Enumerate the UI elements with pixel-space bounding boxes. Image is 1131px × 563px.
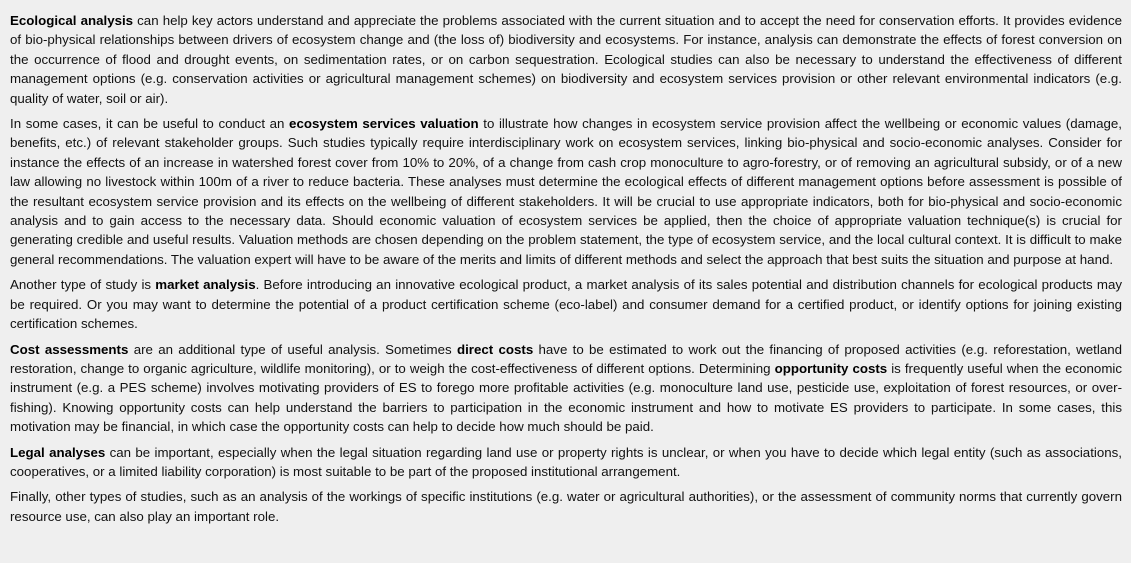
paragraph-cost-assessments: [10, 340, 1122, 437]
paragraph-other-studies: [10, 487, 1122, 526]
paragraph-text: have to be estimated to work out the financing of proposed activities (e.g. reforestation, wetland restoration, change to organic agriculture, wildlife monitoring), or to weigh the cost-effectiveness of different options. Determining: [10, 341, 1122, 376]
paragraph-text: are an additional type of useful analysis. Sometimes: [128, 341, 457, 357]
paragraph-text: In some cases, it can be useful to conduct an: [10, 116, 290, 132]
term-ecosystem-services-valuation: ecosystem services valuation: [289, 116, 479, 132]
term-legal-analyses: Legal analyses: [10, 444, 106, 460]
paragraph-ecological-analysis: [10, 11, 1122, 108]
paragraph-text: Another type of study is: [10, 277, 156, 293]
term-market-analysis: market analysis: [155, 277, 256, 293]
paragraph-text: is frequently useful when the economic instrument (e.g. a PES scheme) involves motivating providers of ES to forego more profitable activities (e.g. monoculture land use, pesticide use, exploitation of forest resources, or over-fishing). Knowing opportunity costs can help understand the barriers to participation in the economic instrument and how to motivate ES providers to participate. In some cases, this motivation may be financial, in which case the opportunity costs can help to decide how much should be paid.: [10, 360, 1123, 435]
term-opportunity-costs: opportunity costs: [774, 360, 888, 376]
paragraph-text: can help key actors understand and appreciate the problems associated with the current situation and to accept the need for conservation efforts. It provides evidence of bio-physical relationships between drivers of ecosystem change and (the loss of) biodiversity and ecosystems. For instance, analysis can demonstrate the effects of forest conversion on the occurrence of flood and drought events, on sedimentation rates, or on carbon sequestration. Ecological studies can also be necessary to understand the effectiveness of different management options (e.g. conservation activities or agricultural management schemes) on biodiversity and ecosystem services provision or other relevant environmental indicators (e.g. quality of water, soil or air).: [10, 13, 1122, 106]
paragraph-market-analysis: [10, 275, 1122, 333]
term-cost-assessments: Cost assessments: [10, 341, 129, 357]
term-ecological-analysis: Ecological analysis: [10, 13, 134, 28]
paragraph-legal-analyses: [10, 443, 1122, 482]
paragraph-text: can be important, especially when the legal situation regarding land use or property rights is unclear, or when you have to decide which legal entity (such as associations, cooperatives, or a limited liability corporation) is most suitable to be part of the proposed institutional arrangement.: [10, 444, 1122, 479]
term-direct-costs: direct costs: [456, 341, 534, 357]
paragraph-text: Finally, other types of studies, such as an analysis of the workings of specific institutions (e.g. water or agricultural authorities), or the assessment of community norms that currently govern resource use, can also play an important role.: [10, 489, 1122, 524]
paragraph-text: to illustrate how changes in ecosystem service provision affect the wellbeing or economic values (damage, benefits, etc.) of relevant stakeholder groups. Such studies typically require interdisciplinary work on ecosystem services, linking bio-physical and socio-economic analyses. Consider for instance the effects of an increase in watershed forest cover from 10% to 20%, of a change from cash crop monoculture to agro-forestry, or of removing an agricultural subsidy, or of a new law allowing no livestock within 100m of a river to reduce bacteria. These analyses must determine the ecological effects of different management options before assessment is possible of the resultant ecosystem service provision and its effects on the wellbeing of different stakeholders. It will be crucial to use appropriate indicators, both for bio-physical and socio-economic analysis and to gain access to the necessary data. Should economic valuation of ecosystem services be applied, then the choice of appropriate valuation technique(s) is crucial for generating credible and useful results. Valuation methods are chosen depending on the problem statement, the type of ecosystem service, and the local cultural context. It is difficult to make general recommendations. The valuation expert will have to be aware of the merits and limits of different methods and select the approach that best suits the situation and purpose at hand.: [10, 116, 1122, 267]
paragraph-text: . Before introducing an innovative ecological product, a market analysis of its sales potential and distribution channels for ecological products may be required. Or you may want to determine the potential of a product certification scheme (eco-label) and consumer demand for a certified product, or identify options for joining existing certification schemes.: [10, 277, 1122, 332]
paragraph-ecosystem-services-valuation: [10, 114, 1122, 269]
